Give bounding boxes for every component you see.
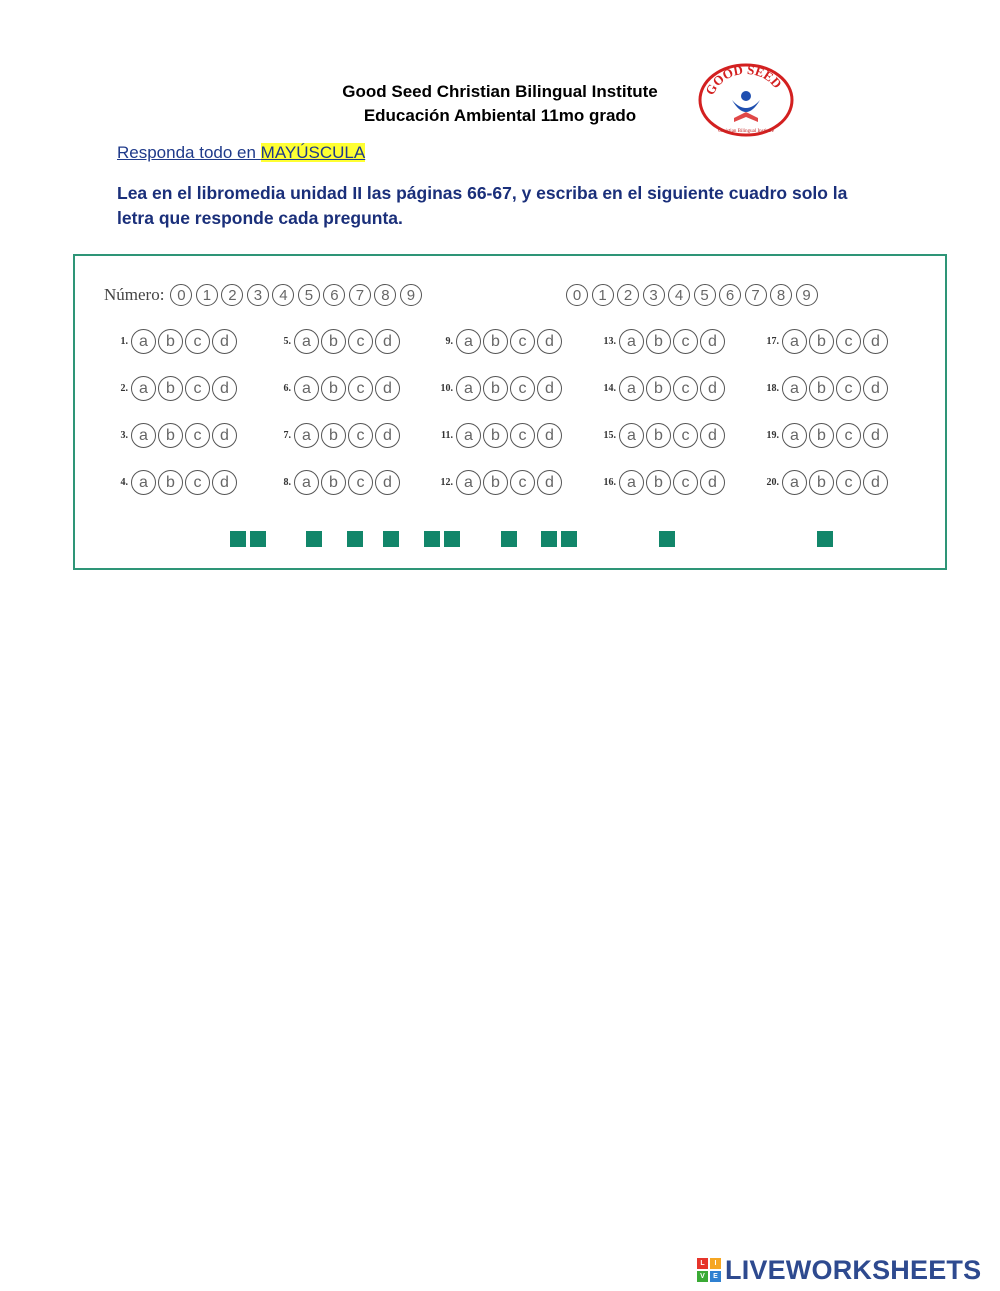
answer-option-bubble[interactable]: a [782,470,807,495]
question-row [763,423,890,448]
answer-option-bubble[interactable]: c [836,376,861,401]
question-row [275,423,402,448]
answer-option-bubble[interactable]: a [619,423,644,448]
answer-option-bubble[interactable]: b [321,329,346,354]
answer-option-bubble[interactable]: b [809,423,834,448]
answer-option-bubble[interactable]: a [619,329,644,354]
liveworksheets-logo [697,1256,981,1284]
number-row-2 [566,283,821,307]
timing-mark [561,531,577,547]
school-name: Good Seed Christian Bilingual Institute [342,82,658,101]
instruction-uppercase [117,143,365,163]
question-row [437,376,564,401]
instruction-prefix: Responda todo en [117,143,261,162]
digit-bubble[interactable]: 9 [400,284,422,306]
answer-option-bubble[interactable]: c [836,423,861,448]
digit-bubble[interactable]: 8 [374,284,396,306]
question-row [437,423,564,448]
question-row [275,376,402,401]
question-number: 19. [766,430,779,441]
question-row [112,376,239,401]
answer-option-bubble[interactable]: b [158,376,183,401]
timing-mark [444,531,460,547]
answer-option-bubble[interactable]: a [131,329,156,354]
answer-option-bubble[interactable]: b [646,376,671,401]
answer-option-bubble[interactable]: a [782,423,807,448]
answer-option-bubble[interactable]: d [375,470,400,495]
number-row-1 [104,283,425,307]
answer-option-bubble[interactable]: c [185,423,210,448]
timing-mark [230,531,246,547]
answer-option-bubble[interactable]: c [348,470,373,495]
answer-option-bubble[interactable]: c [673,423,698,448]
answer-option-bubble[interactable]: b [646,329,671,354]
answer-option-bubble[interactable]: a [131,376,156,401]
question-number: 5. [283,336,291,347]
answer-option-bubble[interactable]: d [863,423,888,448]
digit-bubble[interactable]: 0 [566,284,588,306]
answer-option-bubble[interactable]: c [673,376,698,401]
answer-option-bubble[interactable]: d [537,376,562,401]
question-number: 3. [120,430,128,441]
answer-option-bubble[interactable]: a [294,376,319,401]
answer-option-bubble[interactable]: b [321,376,346,401]
question-number: 4. [120,477,128,488]
answer-option-bubble[interactable]: d [537,470,562,495]
answer-option-bubble[interactable]: b [483,423,508,448]
answer-option-bubble[interactable]: a [456,423,481,448]
answer-option-bubble[interactable]: a [619,376,644,401]
timing-mark [383,531,399,547]
answer-option-bubble[interactable]: d [700,376,725,401]
answer-option-bubble[interactable]: a [456,376,481,401]
digit-bubble[interactable]: 6 [719,284,741,306]
digit-bubble[interactable]: 3 [643,284,665,306]
answer-option-bubble[interactable]: b [321,423,346,448]
answer-option-bubble[interactable]: c [185,470,210,495]
question-row [600,376,727,401]
digit-bubble[interactable]: 1 [592,284,614,306]
question-row [600,423,727,448]
timing-mark [250,531,266,547]
question-number: 15. [603,430,616,441]
question-row [112,329,239,354]
answer-option-bubble[interactable]: b [483,376,508,401]
answer-option-bubble[interactable]: a [131,470,156,495]
timing-mark [541,531,557,547]
answer-option-bubble[interactable]: b [809,470,834,495]
timing-mark [659,531,675,547]
question-row [763,376,890,401]
question-number: 16. [603,477,616,488]
course-title: Educación Ambiental 11mo grado [363,106,637,125]
answer-option-bubble[interactable]: b [809,329,834,354]
answer-option-bubble[interactable]: b [483,470,508,495]
answer-option-bubble[interactable]: c [510,470,535,495]
question-number: 9. [445,336,453,347]
question-number: 12. [440,477,453,488]
question-row [437,329,564,354]
answer-option-bubble[interactable]: b [483,329,508,354]
school-logo [696,62,796,142]
answer-option-bubble[interactable]: d [700,470,725,495]
question-number: 1. [120,336,128,347]
answer-option-bubble[interactable]: d [375,376,400,401]
answer-option-bubble[interactable]: b [321,470,346,495]
answer-option-bubble[interactable]: c [348,423,373,448]
digit-bubble[interactable]: 5 [298,284,320,306]
timing-mark [817,531,833,547]
digit-bubble[interactable]: 6 [323,284,345,306]
question-number: 8. [283,477,291,488]
question-number: 18. [766,383,779,394]
answer-option-bubble[interactable]: c [185,329,210,354]
answer-option-bubble[interactable]: c [673,470,698,495]
answer-option-bubble[interactable]: d [212,329,237,354]
answer-option-bubble[interactable]: d [537,423,562,448]
answer-option-bubble[interactable]: d [700,329,725,354]
answer-option-bubble[interactable]: a [782,329,807,354]
digit-bubble[interactable]: 7 [745,284,767,306]
question-row [275,470,402,495]
answer-option-bubble[interactable]: d [863,470,888,495]
answer-option-bubble[interactable]: d [537,329,562,354]
timing-mark [347,531,363,547]
answer-option-bubble[interactable]: b [646,423,671,448]
answer-option-bubble[interactable]: d [863,376,888,401]
question-row [112,470,239,495]
answer-option-bubble[interactable]: d [700,423,725,448]
digit-bubble[interactable]: 2 [617,284,639,306]
answer-option-bubble[interactable]: d [212,423,237,448]
logo-bottom-text: Christian Bilingual Institute [718,129,774,134]
answer-option-bubble[interactable]: c [836,470,861,495]
header [300,80,700,128]
number-label: Número: [104,285,165,304]
question-row [600,470,727,495]
question-row [275,329,402,354]
answer-option-bubble[interactable]: d [212,376,237,401]
question-number: 11. [441,430,453,441]
answer-option-bubble[interactable]: a [456,329,481,354]
answer-option-bubble[interactable]: a [619,470,644,495]
timing-mark [501,531,517,547]
answer-option-bubble[interactable]: d [375,329,400,354]
question-number: 20. [766,477,779,488]
answer-option-bubble[interactable]: c [348,329,373,354]
answer-option-bubble[interactable]: c [836,329,861,354]
question-row [763,470,890,495]
timing-mark [306,531,322,547]
logo-block: L [697,1258,708,1269]
answer-option-bubble[interactable]: a [294,329,319,354]
digit-bubble[interactable]: 8 [770,284,792,306]
question-number: 17. [766,336,779,347]
answer-option-bubble[interactable]: b [158,329,183,354]
liveworksheets-wordmark: LIVEWORKSHEETS [725,1254,982,1285]
answer-option-bubble[interactable]: d [212,470,237,495]
logo-block: E [710,1271,721,1282]
question-number: 7. [283,430,291,441]
answer-option-bubble[interactable]: b [158,470,183,495]
answer-option-bubble[interactable]: d [863,329,888,354]
answer-option-bubble[interactable]: b [158,423,183,448]
answer-option-bubble[interactable]: d [375,423,400,448]
logo-block: V [697,1271,708,1282]
answer-option-bubble[interactable]: a [456,470,481,495]
digit-bubble[interactable]: 0 [170,284,192,306]
question-row [763,329,890,354]
answer-option-bubble[interactable]: c [510,423,535,448]
answer-option-bubble[interactable]: c [510,376,535,401]
answer-option-bubble[interactable]: b [809,376,834,401]
digit-bubble[interactable]: 1 [196,284,218,306]
question-row [112,423,239,448]
answer-option-bubble[interactable]: c [510,329,535,354]
timing-mark [424,531,440,547]
answer-option-bubble[interactable]: c [185,376,210,401]
question-number: 14. [603,383,616,394]
digit-bubble[interactable]: 5 [694,284,716,306]
answer-option-bubble[interactable]: a [782,376,807,401]
answer-option-bubble[interactable]: c [348,376,373,401]
question-row [437,470,564,495]
logo-top-text: GOOD SEED [702,62,785,98]
question-number: 2. [120,383,128,394]
answer-option-bubble[interactable]: b [646,470,671,495]
question-number: 10. [440,383,453,394]
question-number: 13. [603,336,616,347]
digit-bubble[interactable]: 9 [796,284,818,306]
digit-bubble[interactable]: 4 [272,284,294,306]
instruction-reading: Lea en el libromedia unidad II las páginas 66-67, y escriba en el siguiente cuadro solo la letra que responde cada pregunta. [117,183,848,228]
digit-bubble[interactable]: 7 [349,284,371,306]
logo-block: I [710,1258,721,1269]
digit-bubble[interactable]: 3 [247,284,269,306]
digit-bubble[interactable]: 2 [221,284,243,306]
answer-option-bubble[interactable]: a [131,423,156,448]
question-number: 6. [283,383,291,394]
question-row [600,329,727,354]
answer-option-bubble[interactable]: a [294,423,319,448]
answer-option-bubble[interactable]: a [294,470,319,495]
instruction-highlight: MAYÚSCULA [260,143,366,162]
answer-option-bubble[interactable]: c [673,329,698,354]
digit-bubble[interactable]: 4 [668,284,690,306]
